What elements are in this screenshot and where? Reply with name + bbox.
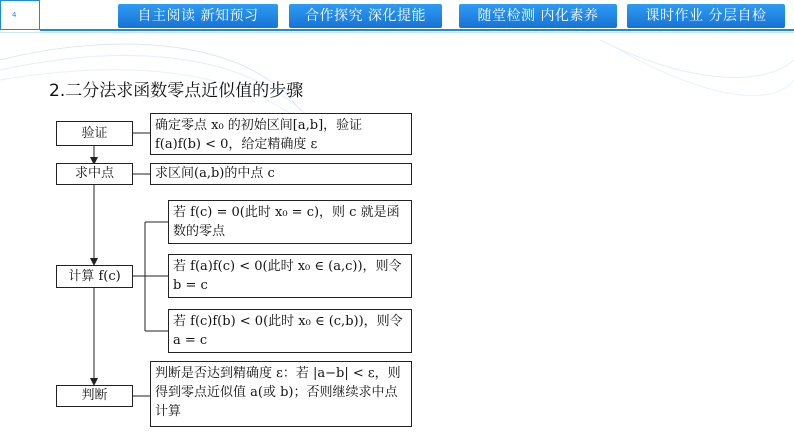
step-text-midpoint: 求区间(a,b)的中点 c	[150, 163, 412, 185]
tab-homework[interactable]: 课时作业 分层自检	[627, 4, 785, 28]
tab-cooperative-inquiry[interactable]: 合作探究 深化提能	[289, 4, 442, 28]
step-label-judge: 判断	[56, 385, 133, 407]
tab-self-reading[interactable]: 自主阅读 新知预习	[118, 4, 278, 28]
step-label-compute: 计算 f(c)	[56, 265, 133, 288]
tab-classroom-check[interactable]: 随堂检测 内化素养	[459, 4, 617, 28]
step-text-verify: 确定零点 x₀ 的初始区间[a,b]，验证 f(a)f(b) < 0，给定精确度 ε	[150, 113, 412, 155]
page-number: 4	[12, 11, 17, 19]
step-label-verify: 验证	[56, 121, 133, 146]
branch-f-c-zero: 若 f(c) = 0(此时 x₀ = c)，则 c 就是函数的零点	[168, 200, 412, 244]
step-text-judge: 判断是否达到精确度 ε：若 |a−b| < ε，则得到零点近似值 a(或 b)；否则继续求中点计算	[150, 361, 412, 427]
branch-f-c-f-b-negative: 若 f(c)f(b) < 0(此时 x₀ ∈ (c,b))，则令 a = c	[168, 309, 412, 353]
section-heading: 2.二分法求函数零点近似值的步骤	[49, 81, 304, 101]
branch-f-a-f-c-negative: 若 f(a)f(c) < 0(此时 x₀ ∈ (a,c))，则令 b = c	[168, 254, 412, 298]
step-label-midpoint: 求中点	[56, 163, 133, 185]
